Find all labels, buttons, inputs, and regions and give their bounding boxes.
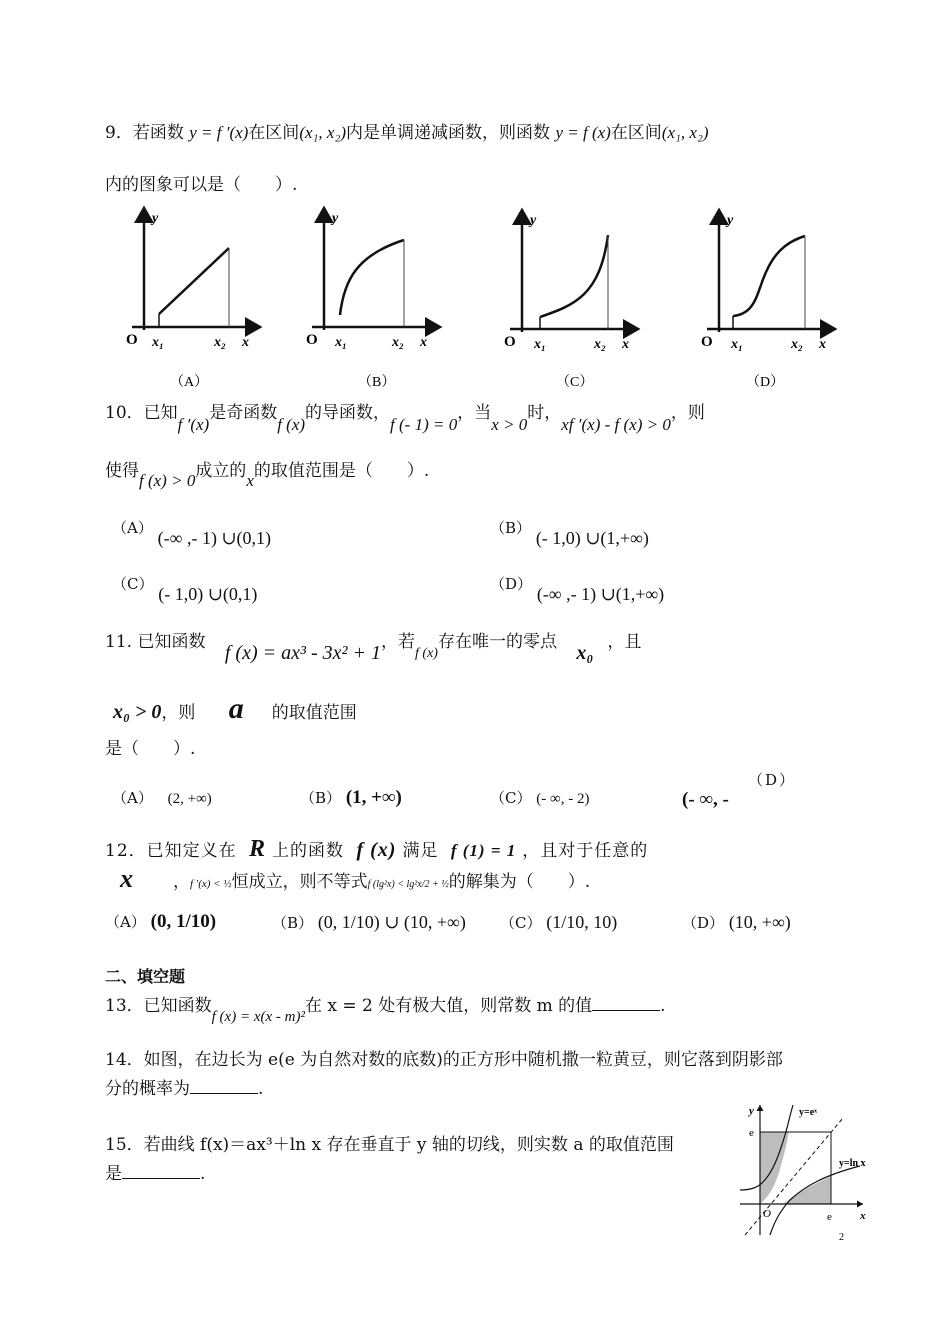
q14-answer-blank[interactable] xyxy=(190,1077,258,1094)
q10-option-b-label: （B） xyxy=(490,519,532,537)
q14-text: 分的概率为 xyxy=(105,1079,190,1099)
q9-line1 xyxy=(105,122,709,144)
graph-a-origin: O xyxy=(126,332,138,348)
q11-option-d-value: (- ∞, - xyxy=(682,789,729,810)
q13-line xyxy=(105,994,666,1025)
q12-option-d-label: （D） xyxy=(682,914,725,932)
q11-option-c[interactable] xyxy=(490,788,589,809)
q13-text-a: 13．已知函数 xyxy=(105,996,212,1016)
q10-option-a-value: (-∞ ,- 1) ∪(0,1) xyxy=(157,528,272,548)
q9-number: 9．若函数 xyxy=(105,123,184,143)
q10-expr2: f (x) xyxy=(277,415,306,434)
shaded-region-upper xyxy=(760,1132,789,1204)
q11-line1 xyxy=(105,630,642,664)
q10-number: 10．已知 xyxy=(105,403,178,423)
q9-interval-2: (x₁, x₂) xyxy=(661,123,709,142)
q10-l2c: 的取值范围是（ ）. xyxy=(253,461,430,481)
fig-curve1-label: y=eˣ xyxy=(799,1107,817,1118)
q13-text-b: 在 x = 2 处有极大值，则常数 m 的值 xyxy=(304,996,593,1016)
q10-l2a: 使得 xyxy=(105,461,139,481)
graph-d-y-label: y xyxy=(727,213,734,228)
q9-expr-f: y = f (x) xyxy=(555,123,611,142)
q12-option-a-label: （A） xyxy=(105,913,146,931)
q13-answer-blank[interactable] xyxy=(592,994,660,1011)
q13-expr: f (x) = x(x - m)² xyxy=(211,1009,305,1025)
graph-a-label: （A） xyxy=(170,375,209,390)
q11-l2c: a xyxy=(228,692,244,725)
fig-page-mark: 2 xyxy=(839,1232,844,1242)
q12-option-b-value: (0, 1/10) ∪ (10, +∞) xyxy=(317,912,466,932)
graph-d-label: （D） xyxy=(746,375,785,390)
q12-l2e: f (lg²x) < lg²x/2 + ½ xyxy=(367,879,449,890)
q11-option-b-label: （B） xyxy=(300,789,342,807)
q10-expr7: x xyxy=(246,471,254,490)
q11-option-c-value: (- ∞, - 2) xyxy=(536,791,590,807)
graph-d-origin: O xyxy=(701,334,713,350)
q11-option-c-label: （C） xyxy=(490,789,532,807)
q12-expr1: R xyxy=(249,836,267,862)
graph-b-label: （B） xyxy=(358,375,396,390)
q9-text3: 在区间 xyxy=(610,123,662,143)
q9-graphs xyxy=(112,200,872,395)
q14-line2 xyxy=(105,1077,263,1100)
q14-line1: 14．如图，在边长为 e(e 为自然对数的底数)的正方形中随机撒一粒黄豆，则它落到阴影部 xyxy=(105,1050,783,1070)
q10-text5: ，则 xyxy=(670,403,705,423)
q11-text1: ，若 xyxy=(381,632,416,652)
q15-end: . xyxy=(200,1164,206,1184)
q9-interval: (x₁, x₂) xyxy=(299,123,347,142)
q10-option-a-label: （A） xyxy=(112,519,153,537)
q11-text3: ，且 xyxy=(607,632,642,652)
q10-option-b-value: (- 1,0) ∪(1,+∞) xyxy=(535,528,649,548)
q11-option-b[interactable] xyxy=(300,788,402,808)
fig-origin: O xyxy=(763,1208,771,1220)
q9-text: 在区间 xyxy=(248,123,300,143)
q12-option-a-value: (0, 1/10) xyxy=(150,911,217,932)
q11-text2: 存在唯一的零点 xyxy=(437,632,557,652)
fig-y-label: y xyxy=(749,1105,754,1117)
graph-d-x2: x₂ xyxy=(791,337,803,352)
graph-b-y-label: y xyxy=(332,211,339,226)
q12-expr3: f (1) = 1 xyxy=(450,841,517,860)
graph-a xyxy=(126,208,260,350)
q12-option-d-value: (10, +∞) xyxy=(728,912,791,932)
graph-b-origin: O xyxy=(306,332,318,348)
q10-option-a[interactable] xyxy=(112,517,272,548)
q12-l2c: f ′(x) < ½ xyxy=(190,878,232,890)
q15-line2 xyxy=(105,1162,205,1185)
q13-text-c: . xyxy=(660,996,666,1016)
q11-number: 11. 已知函数 xyxy=(105,632,206,652)
graph-c xyxy=(504,210,638,352)
graph-d-x-label: x xyxy=(819,337,826,352)
q11-option-d-label: （D） xyxy=(747,771,797,789)
graph-a-curve xyxy=(159,248,229,314)
section-heading: 二、填空题 xyxy=(105,967,186,986)
graph-a-y-label: y xyxy=(152,211,159,226)
graph-d-curve xyxy=(733,236,805,316)
q12-option-a[interactable] xyxy=(105,912,216,932)
q12-l2f: 的解集为（ ）. xyxy=(448,872,591,892)
q12-l2a: x xyxy=(120,864,133,893)
q10-option-d[interactable] xyxy=(490,573,665,604)
q10-text1: 是奇函数 xyxy=(209,403,278,423)
fig-x-label: x xyxy=(860,1210,866,1222)
fig-e-x: e xyxy=(827,1211,832,1223)
q11-option-a-value: (2, +∞) xyxy=(167,791,212,807)
q11-option-a[interactable] xyxy=(112,788,212,809)
q12-l2d: 恒成立，则不等式 xyxy=(231,872,368,892)
q12-option-b[interactable] xyxy=(272,912,466,933)
q10-text3: ，当 xyxy=(457,403,492,423)
q10-expr6: f (x) > 0 xyxy=(139,471,196,490)
q10-option-c[interactable] xyxy=(112,573,258,604)
graph-b xyxy=(306,208,440,350)
q12-line1 xyxy=(105,838,648,862)
q15-line1: 15．若曲线 f(x)＝ax³＋ln x 存在垂直于 y 轴的切线，则实数 a 的取值范围 xyxy=(105,1135,674,1155)
q9-expr-fprime: y = f ′(x) xyxy=(189,123,249,142)
fig-e-y: e xyxy=(749,1127,754,1139)
q10-option-d-value: (-∞ ,- 1) ∪(1,+∞) xyxy=(536,584,665,604)
q9-line2: 内的图象可以是（ ）. xyxy=(105,175,298,195)
graph-a-x1: x₁ xyxy=(152,335,164,350)
q12-number: 12．已知定义在 xyxy=(105,841,237,861)
q11-line2 xyxy=(105,692,357,725)
graph-c-curve xyxy=(540,235,608,317)
q10-option-d-label: （D） xyxy=(490,575,533,593)
q10-l2b: 成立的 xyxy=(195,461,247,481)
q15-text: 是 xyxy=(105,1164,122,1184)
q10-expr1: f ′(x) xyxy=(177,415,210,434)
q12-l2b: ， xyxy=(173,872,190,892)
graph-c-label: （C） xyxy=(556,375,594,390)
q11-option-b-value: (1, +∞) xyxy=(345,787,402,808)
q11-line3: 是（ ）. xyxy=(105,739,196,759)
q12-text2: 满足 xyxy=(402,841,439,861)
q11-option-d[interactable] xyxy=(682,770,862,810)
q12-option-c[interactable] xyxy=(500,912,617,933)
q10-option-c-value: (- 1,0) ∪(0,1) xyxy=(158,584,258,604)
graph-c-origin: O xyxy=(504,334,516,350)
q11-l2b: ，则 xyxy=(161,703,196,723)
graph-b-x-label: x xyxy=(420,335,427,350)
graph-d xyxy=(701,210,835,352)
q12-text1: 上的函数 xyxy=(272,841,345,861)
q12-text3: ，且对于任意的 xyxy=(522,841,649,861)
q11-option-a-label: （A） xyxy=(112,789,153,807)
q12-option-d[interactable] xyxy=(682,912,791,933)
q9-text2: 内是单调递减函数，则函数 xyxy=(346,123,551,143)
graph-c-y-label: y xyxy=(530,213,537,228)
q11-l2d: 的取值范围 xyxy=(271,703,357,723)
q11-expr3: x₀ xyxy=(576,642,594,664)
q10-expr5: xf ′(x) - f (x) > 0 xyxy=(561,415,671,434)
graph-c-x2: x₂ xyxy=(594,337,606,352)
q10-text2: 的导函数， xyxy=(305,403,391,423)
graph-a-x-label: x xyxy=(242,335,249,350)
q10-expr4: x > 0 xyxy=(491,415,528,434)
q10-option-c-label: （C） xyxy=(112,575,154,593)
fig-curve2-label: y=ln x xyxy=(839,1158,866,1169)
graph-d-x1: x₁ xyxy=(731,337,743,352)
q14-end: . xyxy=(258,1079,264,1099)
q15-answer-blank[interactable] xyxy=(122,1162,200,1179)
q11-l2a: x₀ > 0 xyxy=(113,701,162,723)
q12-option-b-label: （B） xyxy=(272,914,314,932)
graph-c-x-label: x xyxy=(622,337,629,352)
q10-option-b[interactable] xyxy=(490,517,649,548)
graph-c-x1: x₁ xyxy=(534,337,546,352)
q10-line1 xyxy=(105,402,705,434)
q14-figure xyxy=(735,1100,875,1242)
q10-expr3: f (- 1) = 0 xyxy=(390,415,458,434)
q12-option-c-value: (1/10, 10) xyxy=(546,912,618,932)
q10-line2 xyxy=(105,460,430,490)
graph-b-x1: x₁ xyxy=(335,335,347,350)
graph-a-x2: x₂ xyxy=(214,335,226,350)
q12-line2 xyxy=(120,864,591,896)
q10-text4: 时， xyxy=(527,403,562,423)
graph-b-curve xyxy=(340,240,404,315)
q11-expr2: f (x) xyxy=(415,646,438,661)
q12-expr2: f (x) xyxy=(356,839,397,861)
q11-expr: f (x) = ax³ - 3x² + 1 xyxy=(224,642,382,664)
graph-b-x2: x₂ xyxy=(392,335,404,350)
q12-option-c-label: （C） xyxy=(500,914,542,932)
